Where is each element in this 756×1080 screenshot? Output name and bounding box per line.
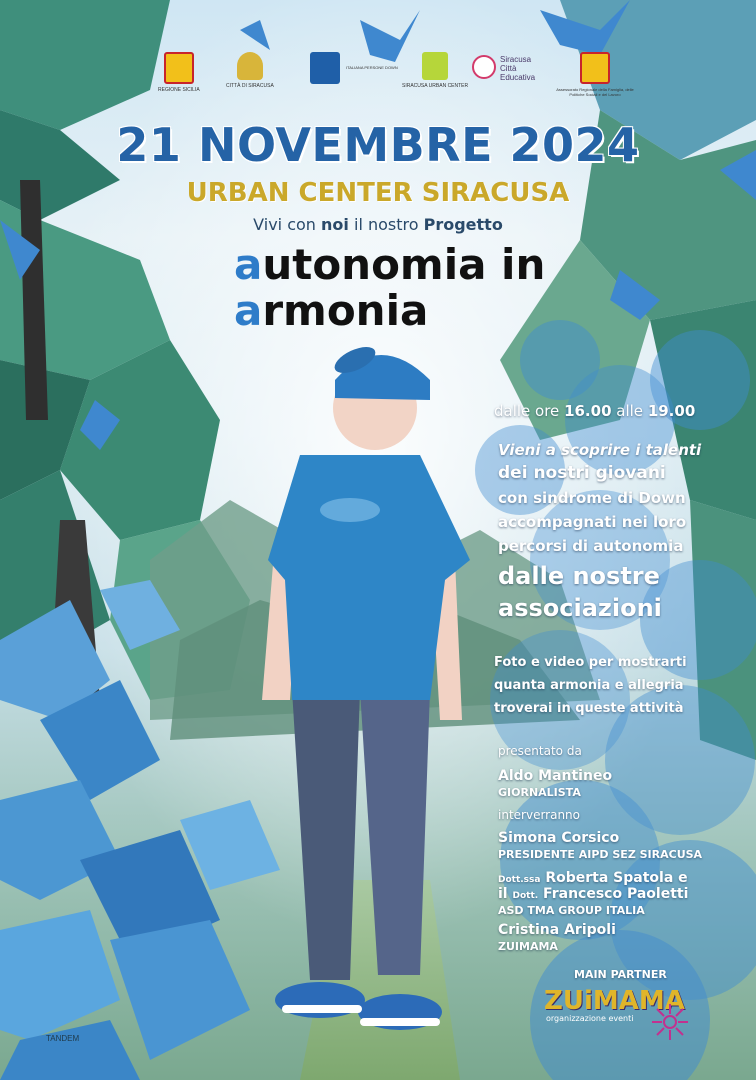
media-line: troverai in queste attività [494,701,684,716]
zuimama-subtitle: organizzazione eventi [546,1014,634,1023]
intro-line: accompagnati nei loro [498,513,687,531]
logo-text: utonomia in [262,240,546,289]
presenter-role: GIORNALISTA [498,786,581,799]
speaker-line [498,870,688,886]
speaker-line [498,886,688,902]
speaker-name: Roberta Spatola e [545,870,688,886]
speaker-name: Cristina Aripoli [498,922,616,938]
intro-line: Vieni a scoprire i talenti [498,441,702,459]
tagline-noi: noi [321,215,349,234]
tagline-text: il nostro [348,215,424,234]
media-line: quanta armonia e allegria [494,678,684,693]
logo-caption: REGIONE SICILIA [158,87,200,93]
tandem-credit: TANDEM [46,1034,80,1043]
speaker-role: PRESIDENTE AIPD SEZ SIRACUSA [498,848,703,861]
presenter-name: Aldo Mantineo [498,768,613,784]
speaker-role: ZUIMAMA [498,940,558,953]
time-text: dalle ore [494,402,565,420]
event-date: 21 NOVEMBRE 2024 [116,118,640,172]
presented-label: presentato da [498,744,582,758]
logo-caption: ITALIANA PERSONE DOWN [346,65,398,70]
speaker-name: Francesco Paoletti [543,886,689,902]
time-end: 19.00 [647,402,696,420]
speaker-title: Dott. [512,891,539,901]
speaker-prefix: il [498,886,508,902]
logo-text: rmonia [262,286,429,335]
tagline-progetto: Progetto [423,215,503,234]
speaker-role: ASD TMA GROUP ITALIA [498,904,645,917]
intro-line: percorsi di autonomia [498,537,684,555]
intro-line: con sindrome di Down [498,489,686,507]
tagline-text: Vivi con [253,215,322,234]
zuimama-flower-icon [650,1002,690,1042]
event-time [494,402,695,420]
highlight-line: associazioni [498,594,662,622]
speaker-title: Dott.ssa [498,875,541,885]
event-venue: URBAN CENTER SIRACUSA [186,178,570,208]
highlight-line: dalle nostre [498,562,660,590]
logo-caption: Siracusa Città Educativa [500,55,536,82]
main-partner-label: MAIN PARTNER [574,968,667,981]
logo-initial: a [234,286,263,335]
speakers-label: interverranno [498,808,581,822]
time-start: 16.00 [564,402,612,420]
logo-caption: Assessorato Regionale della Famiglia, delle Politiche Sociali e del Lavoro [556,87,634,97]
intro-line: dei nostri giovani [498,463,666,483]
time-text: alle [611,402,648,420]
zuimama-logo: ZUiMAMA [544,986,685,1016]
media-line: Foto e video per mostrarti [494,655,687,670]
logo-caption: CITTÀ DI SIRACUSA [226,83,274,89]
logo-caption: SIRACUSA URBAN CENTER [402,83,469,89]
logo-initial: a [234,240,263,289]
speaker-name: Simona Corsico [498,830,620,846]
